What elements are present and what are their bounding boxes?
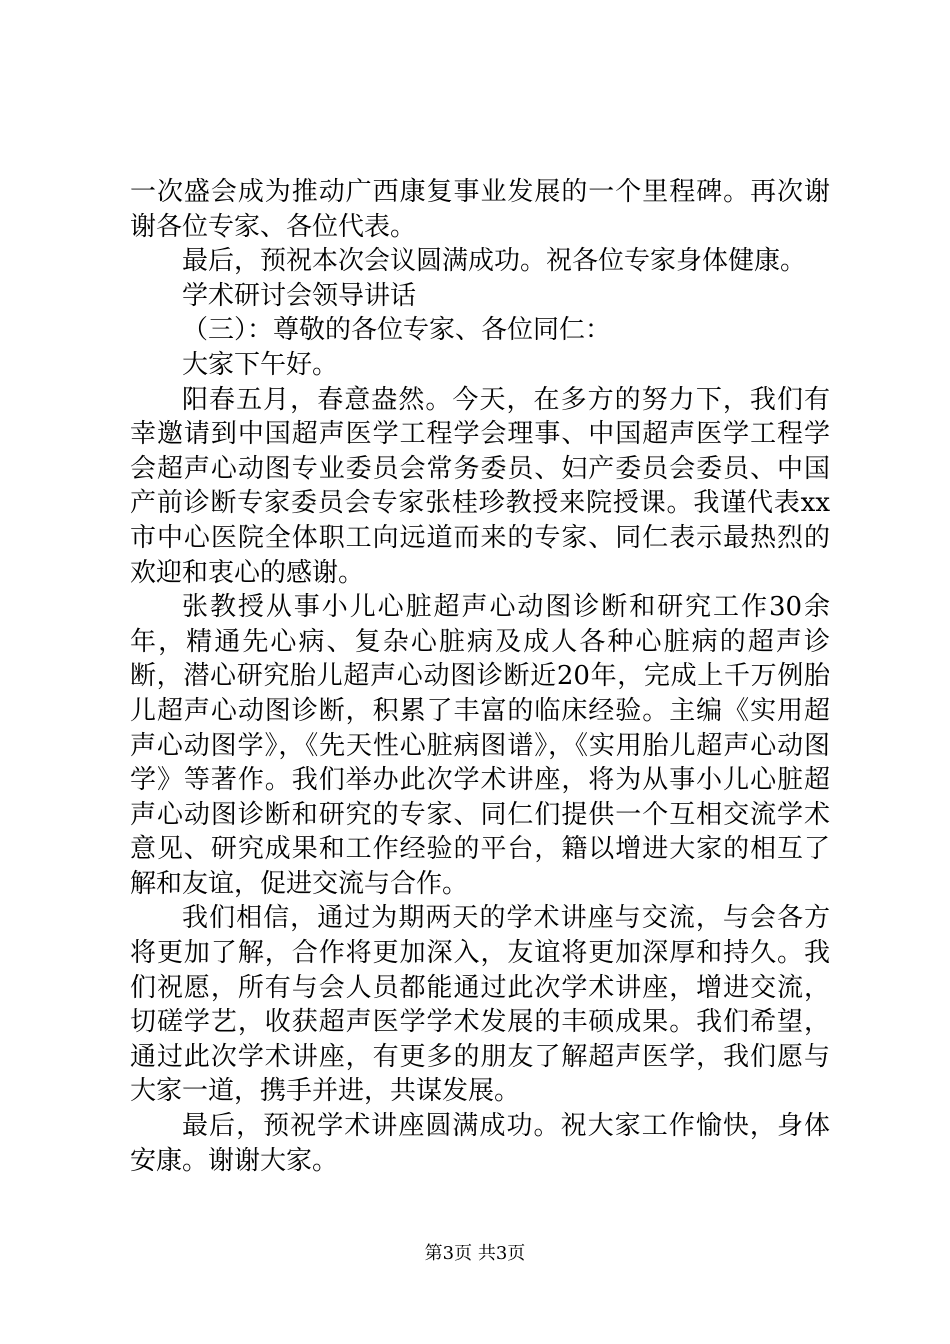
document-body [130,175,830,1178]
paragraph-hopes: 我们相信，通过为期两天的学术讲座与交流，与会各方将更加了解，合作将更加深入，友谊将更加深厚和持久。我们祝愿，所有与会人员都能通过此次学术讲座，增进交流，切磋学艺，收获超声医学学术发展的丰硕成果。我们希望，通过此次学术讲座，有更多的朋友了解超声医学，我们愿与大家一道，携手并进，共谋发展。 [130,903,830,1107]
page-number-footer: 第3页 共3页 [424,1243,526,1264]
paragraph-welcome: 阳春五月，春意盎然。今天，在多方的努力下，我们有幸邀请到中国超声医学工程学会理事、中国超声医学工程学会超声心动图专业委员会常务委员、妇产委员会委员、中国产前诊断专家委员会专家张桂珍教授来院授课。我谨代表xx市中心医院全体职工向远道而来的专家、同仁表示最热烈的欢迎和衷心的感谢。 [130,384,830,588]
paragraph-closing-wish-2: 最后，预祝学术讲座圆满成功。祝大家工作愉快，身体安康。谢谢大家。 [130,1111,830,1176]
paragraph-continuation: 一次盛会成为推动广西康复事业发展的一个里程碑。再次谢谢各位专家、各位代表。 [130,177,830,242]
speech-greeting: 大家下午好。 [182,349,339,380]
paragraph-closing-wish-1: 最后，预祝本次会议圆满成功。祝各位专家身体健康。 [182,246,807,277]
paragraph-professor-intro: 张教授从事小儿心脏超声心动图诊断和研究工作30余年，精通先心病、复杂心脏病及成人各种心脏病的超声诊断，潜心研究胎儿超声心动图诊断近20年，完成上千万例胎儿超声心动图诊断，积累了丰富的临床经验。主编《实用超声心动图学》，《先天性心脏病图谱》，《实用胎儿超声心动图学》等著作。我们举办此次学术讲座，将为从事小儿心脏超声心动图诊断和研究的专家、同仁们提供一个互相交流学术意见、研究成果和工作经验的平台，籍以增进大家的相互了解和友谊，促进交流与合作。 [130,592,830,899]
section-heading: 学术研讨会领导讲话 [182,280,417,311]
speech-salutation: （三）：尊敬的各位专家、各位同仁： [182,315,612,346]
